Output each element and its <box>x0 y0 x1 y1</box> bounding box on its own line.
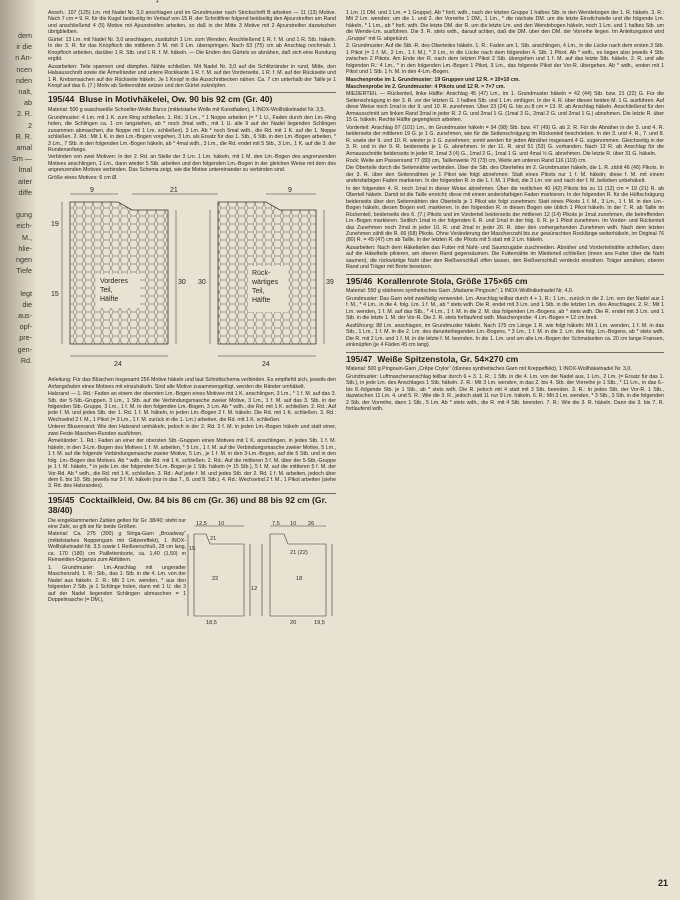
dim-j: 18 <box>296 575 303 582</box>
gutter-line <box>0 198 32 209</box>
gutter-line: aus- <box>18 311 32 321</box>
section-number: 195/47 <box>346 353 373 364</box>
paragraph: Die eingeklammerten Zahlen gelten für Gr. 38/40; steht nur eine Zahl, so gilt sie für beide Größen. <box>48 517 186 530</box>
dim-e: 26 <box>308 520 315 527</box>
section-heading-stola <box>346 274 664 287</box>
dim-side-19: 19 <box>51 221 59 229</box>
dim-i: 22 <box>212 575 219 582</box>
gutter-line: ir die <box>16 42 32 52</box>
paragraph: In der folgenden 4. R. noch 1mal in dieser Weise abnehmen. Über die restlichen 40 (42) Pikots bis zu 11 (12) cm = 19 (21) R. ab Oberteil häkeln. Damit ist die Taille erreicht; diese mit einem andersfarbigen Faden markieren. In der folgenden R. für die Hüftschrägung beiderseits über den Seitennähten des Oberteils je 1 Pikot wie folgt zunehmen: Statt eines Pikots 1 f. M., 3 Lm., 1 f. M. in den Lm.-Bogen häkeln, diesen Bogen evtl. markieren. In der folgenden R. in diesen Bogen wie üblich 1 Pikot häkeln. In der 7. R. ab Taille im Rückenteil, beiderseits des 6. (7.) Pikots und im Vorderteil beiderseits der mittleren 12 (14) Pikots je 1mal zunehmen, die betreffenden Lm.-Bogen markieren. Seitlich 1mal in der folgenden 6. R. und 1mal in der folg. 9. R. je 1 Pikot zunehmen. Im Vorder- und Rückenteil das Zunehmen noch 2mal in jeder 10. R. und 2mal in jeder 20. R. über den vorhergehenden Zunehmen wdh. Nach dem letzten Zunehmen zählt die R. 66 (68) Pikots. Ohne Veränderung der Maschenzahl bis zur gewünschten Rocklänge weiterhäkeln, im Original 76 (80) R. = 45 (47) cm ab Taille. In der letzten R. die Pikots mit 5 statt mit 2 Lm. häkeln. <box>346 185 664 244</box>
left-column <box>48 10 336 890</box>
gutter-line: diffe <box>18 187 32 197</box>
paragraph: Verbinden von zwei Motiven: In der 2. Rd. an Stelle der 3 Lm. 1 Lm. häkeln, mit 1 M. den Lm.-Bogen des angrenzenden Motives anschlingen, 1 Lm., dann wieder 5 Stb. arbeiten und den folgenden Lm.-Bogen in der gleichen Weise mit dem des angrenzenden Motives verbinden. Das Schema zeigt, wie die Motive untereinander zu verbinden sind. <box>48 154 336 174</box>
gutter-line: ncen <box>16 64 32 74</box>
gutter-line: legt <box>20 288 32 298</box>
gutter-line: n An- <box>15 53 32 63</box>
gutter-line: die <box>22 299 32 309</box>
dim-bottom-24b: 24 <box>262 361 270 369</box>
gutter-line: M., <box>22 232 32 242</box>
dim-bottom-24a: 24 <box>114 361 122 369</box>
dress-schema-svg <box>186 520 336 628</box>
back-label-4: Hälfte <box>252 297 271 305</box>
section-title: Korallenrote Stola, Größe 175×65 cm <box>377 275 528 286</box>
paragraph: Grundmuster: Luftmaschenanschlag teilbar durch 6 + 3. 1. R.: 1 Stb. in die 4. Lm. von der Nadel aus, 1 Lm., 2 Lm. (= Ersatz für das 1. Stb.), in jede Lm. des Anschlages 1 Stb. häkeln. 2. R.: Mit 3 Lm. wenden, in das 2. bis 4. Stb. der Vorreihe je 1 Stb., * 11 Lm., in das 6.- bis 8.-folgende Stb. je 1 Stb., ab * stets wdh. Die R. jedoch mit 4 statt mit 3 Stb. beenden. 3. R.: In jedes Stb. der Vor-R. 1 Stb., dazwischen 11 Lm. 4. und 5. R.: Wie die 3. R., jedoch statt 11 nur 9 Lm. häkeln. 6. R.: Mit 3 Lm. wenden, * 3 Stb., 3 Stb. in die folgenden 2 Stb. der Vorreihe, dann 1 Stb., 5 Lm. Ab * stets wdh., die R. mit 4 Stb. beenden. 7. R.: Wie die 3. R. häkeln. Dann die 3. bis 7. R. fortlaufend wdh. <box>346 373 664 413</box>
gutter-line: Tiefe <box>16 266 32 276</box>
gutter-line: gung <box>16 210 32 220</box>
paragraph: 2. Grundmuster: Auf die Stb.-R. des Oberteiles häkeln. 1. R.: Faden am 1. Stb. anschlingen, 4 Lm., in die Lücke nach dem ersten 3 Stb. 1 Pikot (= 1 f. M., 2 Lm., 1 f. M.), * 3 Lm., in die Lücke nach dem folgenden 4. Stb. 1 Pikot. Ab * wdh., es liegen also jeweils 4 Stb. zwischen 2 Pikots. Am Ende der R. nach dem letzten Pikot 2 Stb. übergehen und 1 f. M. auf das letzte Stb. häkeln. 2. R. und alle folgenden R.: 4 Lm., * in den folgenden Lm.-Bogen 1 Pikot, 3 Lm., das folgende Pikot der Vor-R. übergehen. Ab * wdh., enden mit 1 Pikot und 1 Stb. 1 h. M. in den 4-Lm.-Bogen. <box>346 43 664 76</box>
gutter-line: 2. R. <box>16 109 32 119</box>
dim-side-30a: 30 <box>178 279 186 287</box>
paragraph: Die Oberteile durch die Seitennähte verbinden. Über die Stb. des Oberteiles im 2. Grundmuster häkeln, die 1. R. zählt 46 (46) Pikots. In der 3. R. über den Seitennähten je 1 Pikot wie folgt abnehmen: Statt eines Pikots nur 1 f. M. häkeln; diese f. M. mit einem andersfarbigen Faden markieren. In der folgenden R. in die 1. f. M. 1 Pikot, die 3 Lm. vor und nach der f. M. belieben unbehäkelt. <box>346 165 664 185</box>
dress-schema-diagram <box>186 520 336 630</box>
gutter-line: Sm — <box>12 154 32 164</box>
back-label-2: wärtiges <box>252 279 279 287</box>
gutter-line: R. R. <box>15 131 32 141</box>
section-heading-cocktailkleid <box>48 493 336 516</box>
gutter-line: ngen <box>16 255 32 265</box>
paragraph: Material: 500 g Pingouin-Garn „Crêpe Crylor“ (dünnes synthetisches Garn mit Kreppeffekt), 1 INOX-Wollhäkelnadel Nr. 3,0. <box>346 366 632 373</box>
paragraph: Halsrand — 1. Rd.: Faden an einem der obersten Lm.-Bogen eines Motives mit 1 K. anschlingen, 3 Lm., * 1 f. M. auf das 3. Stb. der 5-Stb.-Gruppen, 3 Lm., 1 Stb. auf die Verbindungsmasche zweier Motive, 3 Lm., 1 f. M. auf das 3. Stb. in der folgenden Stb.-Gruppe, 3 Lm., 1 f. M. in den folgenden Lm.-Bogen, 3 Lm. Ab * wdh., die Rd. mit 1 K. schließen. 2. Rd.: Auf jede f. M. und jedes Stb. der 1. Rd. 1 f. M. häkeln, in jeden Lm.-Bogen 2 f. M. häkeln. Die Rd. mit 1 K. schließen. 3. Rd.: Wechselnd 2 f. M., 1 Pikot (= 3 Lm., 1 f. M. zurück in die 1. Lm.) arbeiten, die Rd. mit 1 K. schließen. <box>48 391 336 423</box>
paragraph: Material: 500 g waschweiße Schoeller-Wolle Barco (mittelstarke Wolle mit Kunstfaden), 1 INOX-Wollhäkelnadel Nr. 3,5. <box>48 107 325 114</box>
blouse-motif-diagram <box>48 184 336 374</box>
paragraph: Maschenprobe im 1. Grundmuster: 19 Gruppen und 12 R. = 10×10 cm. <box>346 76 520 83</box>
dim-m: 20 <box>290 619 297 626</box>
section-heading-bluse <box>48 92 336 105</box>
paragraph: Grundmuster: 4 Lm. mit 1 K. zum Ring schließen. 1. Rd.: 3 Lm., * 1 Noppe arbeiten (= * 1 U., Faden durch den Lm.-Ring holen, die Schlingen ca. 1 cm langziehen, ab * noch 3mal wdh., mit 1 U. alle 9 auf der Nadel liegenden Schlingen zusammen abmaschen, die Noppe mit 1 Lm. schließen). 3 Lm. Ab * noch 5mal wdh., die Rd. mit 1 K. auf die 1. Noppe schließen. 2. Rd.: Mit 1 K. in den Lm.-Bogen vorgehen, 3 Lm. als Ersatz für das 1. Stb., 6 Stb. in den Lm.-Bogen arbeiten, * 3 Lm., 7 Stb. in den folgenden Lm.-Bogen häkeln, ab * 4mal wdh., 3 Lm., die Rd. endet mit 5 Stb., 3 Lm., 1 K. auf die 3. der Rundenanfangs. <box>48 114 336 153</box>
paragraph: Größe eines Motives: 6 cm Ø. <box>48 174 118 181</box>
gutter-line: gen- <box>17 344 32 354</box>
gutter-line: hlie- <box>18 243 32 253</box>
gutter-line: nden <box>16 75 32 85</box>
dim-g: 15 <box>189 545 196 552</box>
back-label-1: Rück- <box>252 270 271 278</box>
gutter-line: Rd. <box>20 355 32 365</box>
paragraph: Unterer Blusenrand: Wie den Halsrand umhäkeln, jedoch in der 2. Rd. 3 f. M. in jeden Lm.-Bogen häkeln und statt einer, zwei Feste-Maschen-Runden ausführen. <box>48 424 336 437</box>
paragraph: Ärmelränder: 1. Rd.: Faden an einer der obersten Stb.-Gruppen eines Motives mit 1 K. anschlingen, in jedes Stb. 1 f. M. häkeln, in den 3-Lm.-Bogen des Motives 1 f. M. arbeiten, * 5 Lm., 1 f. M. auf die Verbindungsmasche zweier Motive, 5 Lm., 1 f. M. auf die folgende Verbindungsmasche zweier Motive, 5 Lm., je 1 f. M. in den 3-Lm.-Bogen, auf die 5 Stb. und in den folg. Lm.-Bogen des Motives. Ab * wdh., die Rd. mit 1 K. schließen. 2. Rd.: Auf die mittleren 3 f. M. über der 5-Stb.-Gruppe je 1 f. M. häkeln, * in jede Lm. der folgenden 5-Lm.-Bogen je 1 Stb. häkeln (= 15 Stb.), 5 f. M. auf die mittleren 5 f. M. der Vor-Rd. Ab * wdh., die Rd. mit 1 K. schließen. 3. Rd.: Auf jede f. M. und jedes Stb. der 2. Rd. 1 f. M. arbeiten, jedoch über dem 6. bis 10. Stb. jeweils nur 3 f. M. häkeln (nur in das 7., 8. und 9. Stb.). 4. Rd.: Wechselnd 2 f. M., 1 Pikot arbeiten (siehe 3. Rd. des Halsrandes). <box>48 438 336 490</box>
paragraph: Ausführung: 88 Lm. anschlagen, im Grundmuster häkeln. Nach 175 cm Länge 1 R. wie folgt häkeln: Mit 1 Lm. wenden, 1 f. M. in das Stb., 1 Lm., 1 f. M. in die 2. Lm. des darunterliegenden Lm.-Bogens, * 3 Lm., 1 f. M. in die 2. Lm. des folg. Lm.-Bogens, ab * stets wdh. Die R. mit 2 Lm. und 1 f. M. in die letzte f. M. beenden. In die 1. Lm. und um alle Lm.-Bogen der Schmalseiten ca. 20 cm lange Fransen, einknüpfen (je 4 Fäden 45 cm lang). <box>346 322 664 349</box>
paragraph: 1 Lm. (1 DM. und 1 Lm. = 1 Gruppe). Ab * fortl. wdh., nach der letzten Gruppe 1 halbes Stb. in den Wendebogen der 1. R. häkeln. 3. R.: Mit 2 Lm. wenden; um die 1. und 2. der Vorreihe 1 DM., 1 Lm., * die nächste DM. um die letzte Einstichstelle und die folgende Lm. häkeln, * 1 Lm., ab * fortl. wdh. Die letzte DM. der R. um die letzte Lm. und den Wendebogen häkeln, noch 1 Lm. und 1 halbes Stb. um die Wende-Lm. ausführen. Die 3. R. stets wdh., darauf achten, daß die DM. über den DM. der Vorreihe liegen. Im Anleitungstext wird „Gruppe“ mit G. abgekürzt. <box>346 10 664 42</box>
section-title: Bluse in Motivhäkelei, Ow. 90 bis 92 cm (Gr. 40) <box>79 94 273 105</box>
dim-side-39: 39 <box>326 279 334 287</box>
section-title: Cocktailkleid, Ow. 84 bis 86 cm (Gr. 36) und 88 bis 92 cm (Gr. 38/40) <box>48 494 327 515</box>
gutter-line: 2 <box>28 120 32 130</box>
dim-f: 21 <box>210 535 217 542</box>
paragraph: Anleitung: Für das Blüschen insgesamt 256 Motive häkeln und laut Schnittschema verbinden. Es empfiehlt sich, jeweils den Anfangsfaden eines Motives mit einzuhäkeln. Sind alle Motive zusammengefügt, werden die Ränder umhäkelt. <box>48 377 336 390</box>
dim-side-30b: 30 <box>198 279 206 287</box>
page-number: 21 <box>657 878 668 888</box>
paragraph: Maschenprobe im 2. Grundmuster: 4 Pikots und 12 R. = 7×7 cm. <box>346 83 506 90</box>
paragraph: 1. Grundmuster: Lm.-Anschlag mit ungerader Maschenzahl. 1. R.: Stb., das 1. Stb. in die 4. Lm. von der Nadel aus häkeln. 2. R.: Mit 2 Lm. wenden, * aus den folgenden 2 Stb. je 1 Schlinge holen, dann mit 1 U. die 3 auf der Nadel liegenden Schlingen abmaschen = 1 Doppelmasche (= DM.), <box>48 564 186 603</box>
section-heading-spitzenstola <box>346 352 664 365</box>
paragraph: MIEDERTEIL — Rückenteil, linke Hälfte: Anschlag 45 (47) Lm., im 1. Grundmuster häkeln = 42 (44) Stb. bzw. 21 (22) G. Für die Seitenschrägung in der 3. R. vor der letzten G. 1 halbes Stb. und 1 Lm. einfügen. In der 4. R. über diesen beiden M. 1 G. ausführen. Auf diese Weise noch 1mal in der 9. und 10. R. zunehmen. Über 23 (24) G. bis zu 8 cm = 13. R. ab Anschlag häkeln. Anschließend für den Armausschnitt am linken Rand 3mal in jeder R. 2 G. und 2mal 1 G. (1mal 3 G., 2mal 2 G. und 2mal 1 G.) abnehmen. Die letzte R. über 15 G. häkeln. Rechte Hälfte gegengleich arbeiten. <box>346 91 664 124</box>
front-label-3: Hälfte <box>100 296 119 304</box>
blouse-schema-svg <box>48 184 336 374</box>
front-label-1: Vorderes <box>100 278 129 286</box>
dim-d: 10 <box>290 520 297 527</box>
gutter-line: pre- <box>19 333 32 343</box>
paragraph: Rock: Weite am Passenrand 77 (80) cm, Taillenweite 70 (73) cm, Weite am unteren Rand 116 (119) cm. <box>346 157 587 164</box>
gutter-line: eich- <box>16 221 32 231</box>
gutter-line: lmal <box>18 165 32 175</box>
dim-a: 12,5 <box>196 520 207 527</box>
paragraph: Vorderteil: Anschlag 97 (101) Lm., im Grundmuster häkeln = 94 (98) Stb. bzw. 47 (49) G. ab 2. R. Für die Abnäher in der 3. und 4. R. beiderseits der mittleren 19 G. je 1 G. zunehmen, wie für die Seitenschrägung im Rückenteil beschrieben. In der 3. und 4. R., 7. und 8. R. sowie der 9. und 10. R. wieder je 1 G. zunehmen; somit werden für jeden Abnäher insgesamt 4 G. zugenommen. Gleichzeitig in der 3. R. und in der 9. R. beiderseits je 1 G. abnehmen. In der 11. R. sind 51 (53) G. vorhanden. Nach 13 R. ab Anschlag für die Armausschnitte beiderseits in jeder R. 1mal 3 (4) G., 1mal 2 G., 1mal 1 G. und 4mal ½ G. abnehmen. Die letzte R. über 31 G. häkeln. <box>346 124 664 157</box>
dim-top-21: 21 <box>170 187 178 195</box>
paragraph: Material: 550 g stärkeres synthetisches Garn „Madame Pingouin“; 1 INOX-Wollhäkelnadel Nr. 4,0. <box>346 288 574 295</box>
front-label-2: Teil, <box>100 287 113 295</box>
paragraph: Material: Ca. 275 (300) g Striga-Garn „Broadway“ (mittelstarkes Noppengarn mit Glitzereffekt), 1 INOX-Wollhäkelnadel Nr. 3,5 sowie 1 Reißverschluß, 28 cm lang, ca. 170 (180) cm Paillettenborte, ca. 1,40 (1,50) m Reinseiden-Organza zum Abfüttern. <box>48 531 186 564</box>
intro-paragraph: Gürtel: 13 Lm. mit Nadel Nr. 3,0 anschlagen, zusätzlich 1 Lm. zum Wenden. Anschließend 1 R. f. M. und 1 R. Stb. häkeln. In der 3. R. für das Knopfloch die mittleren 3 M. mit 3 Lm. überspringen. Nach 63 (75) cm ab Anschlag nochmals 1 Knopfloch arbeiten, darüber 1 R. Stb. und 1 R. f. M. häkeln. — Die Enden des Gürtels so abnähen, daß sich eine Rundung ergibt. <box>48 36 336 63</box>
dim-h: 21 (22) <box>290 549 308 556</box>
section-number: 195/45 <box>48 494 75 505</box>
gutter-line: nalt, <box>18 87 32 97</box>
gutter-line <box>0 276 32 287</box>
dim-b: 10 <box>218 520 225 527</box>
dim-k: 12 <box>251 585 258 592</box>
gutter-line: dem <box>18 31 32 40</box>
dim-n: 19,5 <box>314 619 325 626</box>
dim-top-9b: 9 <box>288 187 292 195</box>
gutter-line: ab <box>24 98 32 108</box>
section-number: 195/46 <box>346 275 373 286</box>
back-label-3: Teil, <box>252 288 265 296</box>
intro-paragraph: Anseh.: 107 (125) Lm. mit Nadel Nr. 3,0 anschlagen und im Grundmuster nach Strickschrift B arbeiten — 11 (13) Motive. Nach 7 cm = 9. R. für die Kugel beidseitig im Verlauf von 15 R. der Schnittlinie folgend beidseitig den Ajourstreifen am Rand und anschließend 4 (5) Motive mit Ajourstreifen arbeiten, so daß in der Mitte 3 Motive mit 2 Ajourstreifen dazwischen übrigbleiben. <box>48 10 336 36</box>
intro-paragraph: Ausarbeiten: Teile spannen und dämpfen. Nähte schließen. Mit Nadel Nr. 3,0 auf die Schlitzränder in rund, Mitte, den Halsausschnitt sowie die Ärmelränder und untere Rockkante 1 R. f. M. auf der Vorderseite, 1 R. f. M. auf der Rückseite und 1 R. Krebsmaschen auf der Rückseite häkeln. Je 1 Knopf in die Ausschnittecken nähen. Ca. 7 cm unterhalb der Taille je 1 Knopf auf das 6. (7.) Motiv ab Seitennähte setzen und den Gürtel zuknöpfen. <box>48 63 336 89</box>
dim-side-15: 15 <box>51 291 59 299</box>
gutter-line: aiter <box>18 176 32 186</box>
top-mark: * <box>156 0 159 7</box>
gutter-line: amal <box>16 143 32 153</box>
right-column <box>346 10 664 890</box>
section-number: 195/44 <box>48 94 75 105</box>
gutter-line: opf- <box>19 322 32 332</box>
dim-c: 7,5 <box>272 520 280 527</box>
left-gutter-text <box>0 0 36 900</box>
paragraph: Ausarbeiten: Nach dem Häkelteilen das Futter mit Naht- und Saumzugabe zuschneiden. Abnäher und Vorderteilnähte schließen, dann auf die Häkelteile pikieren, am oberen Rand gegensäumen. Die Futternähte im Miederteil schließen (innen ans Futter über die Naht saumen), die rückwärtige Naht über den Reißverschluß offen lassen, den Reißverschluß verdeckt einnähen. Träger annähen, oberen Rand und Träger mit Borte besetzen. <box>346 244 664 271</box>
dim-l: 18,5 <box>206 619 217 626</box>
paragraph: Grundmuster: Das Garn wird zweifädig verwendet. Lm.-Anschlag teilbar durch 4 + 1. R.: 1 Lm., zurück in die 2. Lm. von der Nadel aus 1 f. M., * 4 Lm., in die 4. folg. Lm. 1 f. M., ab * stets wdh. Die R. endet mit 3 Lm. und 1 Stb. in die letzten Lm. des Anschlages. 2. R.: Mit 1 Lm. wenden, 1 f. M. auf das Stb., * 4 Lm., 1 f. M. in die 2. M. das folgenden Lm.-Bogens, ab * stets wdh. Die R. endet mit 3 Lm. und 1 Stb. in die letzte 1. M. der Vor-R. Die 2. R. stets fortlaufend wdh. Maschenprobe: 4 Lm.-Bogen = 12 cm breit. <box>346 295 664 322</box>
dim-top-9a: 9 <box>90 187 94 195</box>
section-title: Weiße Spitzenstola, Gr. 54×270 cm <box>377 353 519 364</box>
